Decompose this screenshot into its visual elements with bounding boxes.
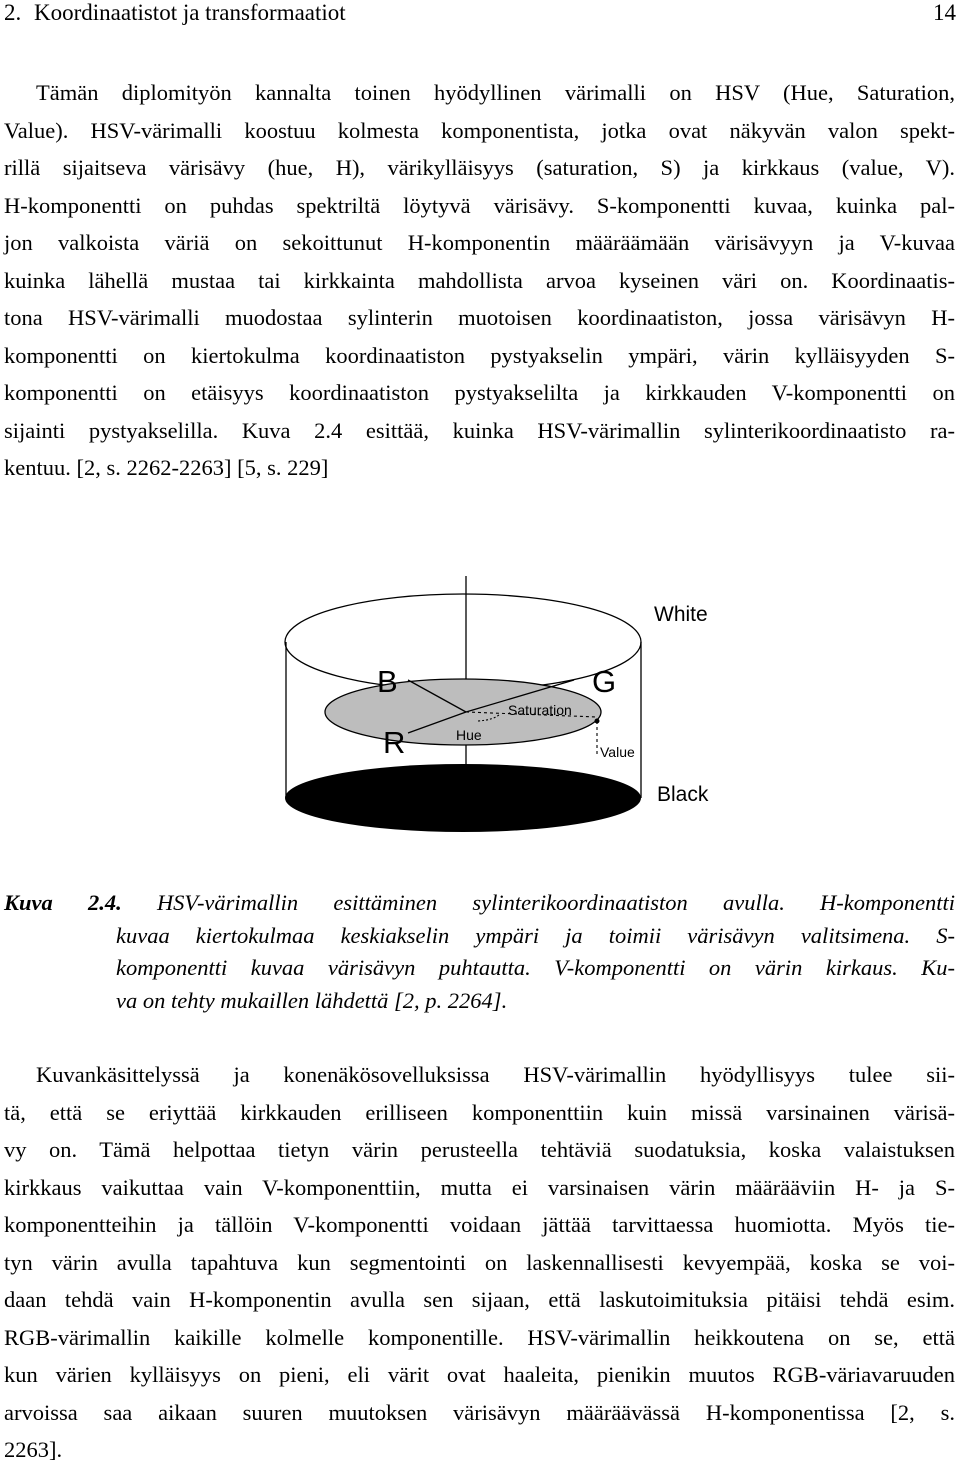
text-line: Value). HSV-värimalli koostuu kolmesta komponentista, jotka ovat näkyvän valon spekt- bbox=[4, 117, 955, 143]
text-line: kuinka lähellä mustaa tai kirkkainta mahdollista arvoa kyseinen väri on. Koordinaatis- bbox=[4, 267, 955, 293]
text-line: H-komponentti on puhdas spektriltä löytyvä värisävy. S-komponentti kuvaa, kuinka pal- bbox=[4, 192, 955, 218]
text-line: daan tehdä vain H-komponentin avulla sen sijaan, että laskutoimituksia pitäisi tehdä esim. bbox=[4, 1287, 955, 1312]
caption-line: komponentti kuvaa värisävyn puhtautta. V-komponentti on värin kirkaus. Ku- bbox=[116, 955, 955, 980]
page-number: 14 bbox=[933, 0, 956, 25]
value-label: Value bbox=[600, 744, 635, 760]
figure-caption bbox=[4, 887, 955, 1017]
text-line: kentuu. [2, s. 2262-2263] [5, s. 229] bbox=[4, 455, 329, 480]
text-line: Tämän diplomityön kannalta toinen hyödyllinen värimalli on HSV (Hue, Saturation, bbox=[36, 80, 955, 105]
white-label: White bbox=[654, 603, 708, 626]
text-line: komponentteihin ja tällöin V-komponentti voidaan jättää tarvittaessa huomiotta. Myös tie- bbox=[4, 1212, 955, 1237]
text-line: jon valkoista väriä on sekoittunut H-komponentin määräämään värisävyyn ja V-kuvaa bbox=[4, 230, 955, 255]
caption-line: va on tehty mukaillen lähdettä [2, p. 2264]. bbox=[116, 987, 508, 1013]
caption-label: Kuva 2.4. bbox=[4, 890, 122, 915]
text-line: rillä sijaitseva värisävy (hue, H), värikylläisyys (saturation, S) ja kirkkaus (value, V). bbox=[4, 155, 955, 180]
chapter-title: Koordinaatistot ja transformaatiot bbox=[34, 0, 346, 25]
text-line: Kuvankäsittelyssä ja konenäkösovelluksissa HSV-värimallin hyödyllisyys tulee sii- bbox=[36, 1062, 955, 1087]
black-base-disc bbox=[285, 764, 641, 832]
text-line: sijainti pystyakselilla. Kuva 2.4 esittää, kuinka HSV-värimallin sylinterikoordinaatisto ra- bbox=[4, 417, 955, 443]
black-label: Black bbox=[657, 783, 709, 806]
r-label: R bbox=[383, 725, 406, 760]
saturation-label: Saturation bbox=[508, 702, 572, 718]
white-top-disc bbox=[285, 594, 641, 690]
paragraph-hsv-intro bbox=[4, 74, 955, 487]
g-label: G bbox=[592, 664, 617, 699]
b-label: B bbox=[377, 664, 398, 699]
text-line: arvoissa saa aikaan suuren muutoksen värisävyn määräävässä H-komponentissa [2, s. bbox=[4, 1399, 955, 1425]
text-line: komponentti on etäisyys koordinaatiston pystyakselilta ja kirkkauden V-komponentti on bbox=[4, 380, 955, 405]
text-line: RGB-värimallin kaikille kolmelle komponentille. HSV-värimallin heikkoutena on se, että bbox=[4, 1324, 955, 1350]
text-line: tä, että se eriyttää kirkkauden erilliseen komponenttiin kuin missä varsinainen värisä- bbox=[4, 1099, 955, 1125]
text-line: 2263]. bbox=[4, 1437, 63, 1462]
text-line: vy on. Tämä helpottaa tietyn värin perusteella tehtäviä suodatuksia, koska valaistuksen bbox=[4, 1137, 955, 1162]
caption-line: Kuva 2.4. HSV-värimallin esittäminen sylinterikoordinaatiston avulla. H-komponentti bbox=[4, 890, 955, 915]
chapter-number: 2. bbox=[4, 0, 22, 25]
caption-line: kuvaa kiertokulmaa keskiakselin ympäri ja toimii värisävyn valitsimena. S- bbox=[116, 922, 955, 948]
paragraph-hsv-usefulness bbox=[4, 1056, 955, 1469]
text-line: komponentti on kiertokulma koordinaatiston pystyakselin ympäri, värin kylläisyyden S- bbox=[4, 342, 955, 368]
text-line: tyn värin avulla tapahtuva kun segmentointi on laskennallisesti kevyempää, koska se voi- bbox=[4, 1249, 955, 1275]
hue-label: Hue bbox=[456, 727, 482, 743]
text-line: kirkkaus vaikuttaa vain V-komponenttiin, mutta ei varsinaisen värin määrääviin H- ja S- bbox=[4, 1174, 955, 1200]
running-header bbox=[0, 0, 960, 28]
text-line: tona HSV-värimalli muodostaa sylinterin muotoisen koordinaatiston, jossa värisävyn H- bbox=[4, 305, 955, 330]
hsv-cylinder-figure bbox=[0, 570, 960, 870]
text-line: kun värien kylläisyys on pieni, eli värit ovat haaleita, pienikin muutos RGB-väriavaruuden bbox=[4, 1362, 955, 1387]
